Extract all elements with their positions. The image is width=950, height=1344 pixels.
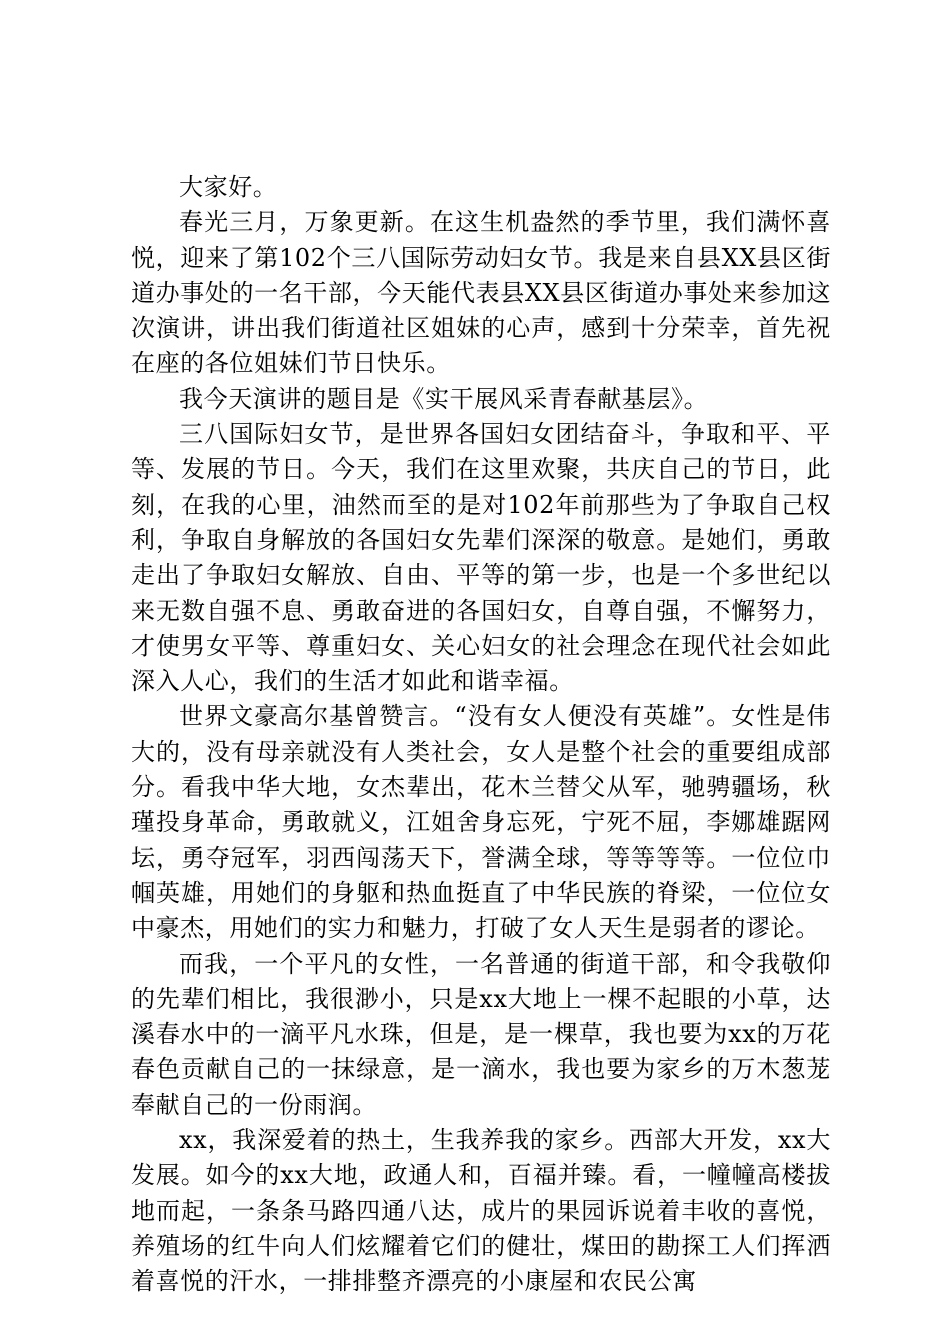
paragraph-ordinary-cadre: 而我，一个平凡的女性，一名普通的街道干部，和令我敬仰的先辈们相比，我很渺小，只是xx大地上一棵不起眼的小草，达溪春水中的一滴平凡水珠，但是，是一棵草，我也要为xx的万花春色贡献自己的一抹绿意，是一滴水，我也要为家乡的万木葱茏奉献自己的一份雨润。 [131, 949, 831, 1119]
paragraph-topic: 我今天演讲的题目是《实干展风采青春献基层》。 [179, 384, 709, 413]
paragraph-greeting: 大家好。 [179, 173, 278, 201]
document-page [131, 170, 831, 1300]
paragraph-heroines: 世界文豪高尔基曾赞言。“没有女人便没有英雄”。女性是伟大的，没有母亲就没有人类社会，女人是整个社会的重要组成部分。看我中华大地，女杰辈出，花木兰替父从军，驰骋疆场，秋瑾投身革命，勇敢就义，江姐舍身忘死，宁死不屈，李娜雄踞网坛，勇夺冠军，羽西闯荡天下，誉满全球，等等等等。一位位巾帼英雄，用她们的身躯和热血挺直了中华民族的脊梁，一位位女中豪杰，用她们的实力和魅力，打破了女人天生是弱者的谬论。 [131, 702, 831, 943]
paragraph-hometown: xx，我深爱着的热土，生我养我的家乡。西部大开发，xx大发展。如今的xx大地，政通人和，百福并臻。看，一幢幢高楼拔地而起，一条条马路四通八达，成片的果园诉说着丰收的喜悦，养殖场的红牛向人们炫耀着它们的健壮，煤田的勘探工人们挥洒着喜悦的汗水，一排排整齐漂亮的小康屋和农民公寓 [131, 1126, 831, 1296]
paragraph-womens-day: 三八国际妇女节，是世界各国妇女团结奋斗，争取和平、平等、发展的节日。今天，我们在这里欢聚，共庆自己的节日，此刻，在我的心里，油然而至的是对102年前那些为了争取自己权利，争取自身解放的各国妇女先辈们深深的敬意。是她们，勇敢走出了争取妇女解放、自由、平等的第一步，也是一个多世纪以来无数自强不息、勇敢奋进的各国妇女，自尊自强，不懈努力，才使男女平等、尊重妇女、关心妇女的社会理念在现代社会如此深入人心，我们的生活才如此和谐幸福。 [131, 420, 831, 696]
paragraph-intro: 春光三月，万象更新。在这生机盎然的季节里，我们满怀喜悦，迎来了第102个三八国际劳动妇女节。我是来自县XX县区街道办事处的一名干部，今天能代表县XX县区街道办事处来参加这次演讲，讲出我们街道社区姐妹的心声，感到十分荣幸，首先祝在座的各位姐妹们节日快乐。 [131, 208, 831, 378]
